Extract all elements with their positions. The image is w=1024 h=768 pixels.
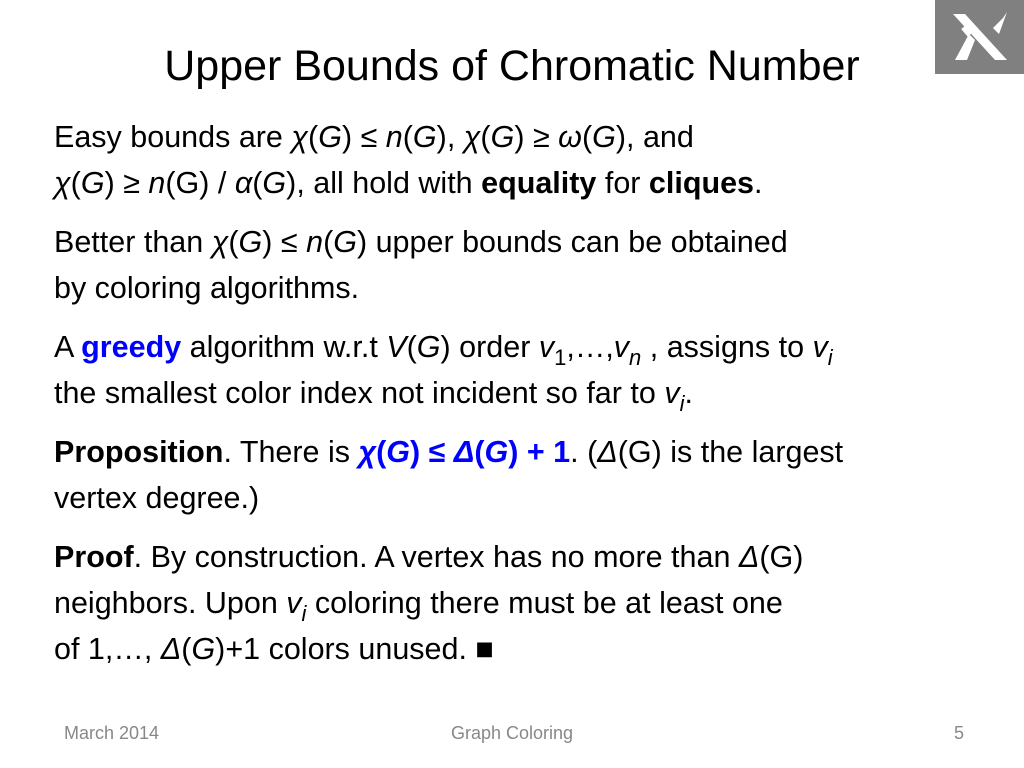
emphasis-cliques: cliques [648, 166, 755, 200]
slide-title: Upper Bounds of Chromatic Number [164, 42, 860, 90]
paragraph-better-bounds [54, 219, 994, 311]
text-line: Easy bounds are χ(G) ≤ n(G), χ(G) ≥ ω(G), and [54, 120, 694, 154]
paragraph-proposition [54, 429, 994, 521]
paragraph-greedy [54, 324, 994, 416]
text-line: Proposition. There is χ(G) ≤ Δ(G) + 1. (Δ(G) is the largest [54, 435, 844, 469]
text-line: χ(G) ≥ n(G) / α(G), all hold with equality for cliques. [54, 166, 763, 200]
text-line: A greedy algorithm w.r.t V(G) order $v_1,\dots,v_n$ , assigns to $v_i$ [54, 330, 833, 370]
footer-date: March 2014 [64, 723, 160, 743]
paragraph-easy-bounds [54, 114, 994, 206]
text-line: neighbors. Upon $v_i$ coloring there must be at least one [54, 586, 783, 626]
text-line: of 1,…, Δ(G)+1 colors unused. ■ [54, 632, 494, 666]
slide-number: 5 [953, 723, 964, 743]
text-line: vertex degree.) [54, 481, 260, 515]
label-proposition: Proposition [54, 435, 224, 469]
text-line: Better than χ(G) ≤ n(G) upper bounds can be obtained [54, 225, 788, 259]
text-line: by coloring algorithms. [54, 271, 360, 305]
text-line: Proof. By construction. A vertex has no more than Δ(G) [54, 540, 804, 574]
emphasis-greedy: greedy [81, 330, 182, 364]
text-line: the smallest color index not incident so far to $v_i$. [54, 376, 693, 416]
paragraph-proof [54, 534, 994, 672]
proposition-formula: χ(G) ≤ Δ(G) + 1 [358, 435, 571, 469]
footer-title: Graph Coloring [450, 723, 574, 743]
emphasis-equality: equality [481, 166, 597, 200]
label-proof: Proof [54, 540, 134, 574]
slide-body [54, 114, 994, 685]
